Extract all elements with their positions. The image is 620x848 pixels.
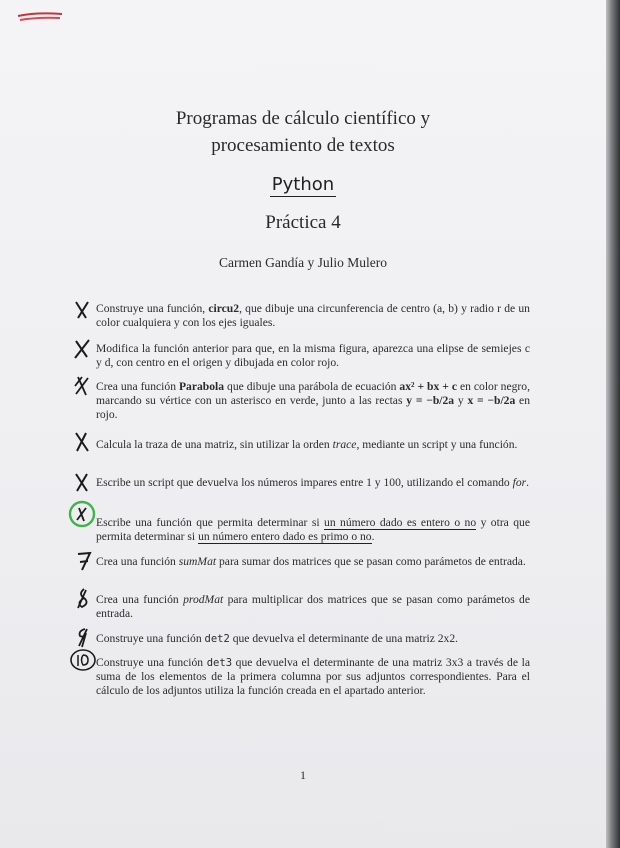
title-line-2: procesamiento de textos: [211, 135, 395, 156]
exercise-8: [96, 593, 530, 621]
exercise-9: [96, 632, 530, 646]
exercise-5-text-2: .: [526, 476, 530, 489]
exercise-6: [96, 516, 530, 544]
exercise-6-text: Escribe una función que permita determinar si: [96, 516, 325, 529]
exercise-10-text: Construye una función: [96, 656, 207, 669]
exercise-6-text-3: .: [371, 530, 375, 543]
exercise-1-text-2: , que dibuje una circunferencia de centro (a, b) y radio r de un color cualquiera y con los ejes iguales.: [96, 302, 530, 329]
exercise-10-text-2: que devuelva el determinante de una matriz 3x3 a través de la suma de los elementos de la primera columna por sus adjuntos correspondientes. Para el cálculo de los adjuntos utiliza la función creada en el apartado anterior.: [96, 656, 530, 697]
exercise-3-equation: ax² + bx + c: [399, 380, 457, 393]
exercise-7-text: Crea una función: [96, 555, 179, 568]
exercise-4: [96, 438, 530, 452]
authors: Carmen Gandía y Julio Mulero: [219, 255, 387, 270]
page-edge-shadow: [606, 0, 620, 848]
circled-exercise-mark: [70, 502, 96, 526]
exercise-3-text-3: en color negro, marcando su vértice con un asterisco en verde, junto a las rectas: [96, 380, 530, 407]
handwritten-cross-mark: [70, 374, 96, 398]
exercise-10: [96, 656, 530, 698]
exercise-6-underlined-2: un número entero dado es primo o no: [198, 530, 372, 543]
title-line-1: Programas de cálculo científico y: [175, 108, 431, 129]
exercise-3-bold: Parabola: [178, 380, 225, 393]
exercise-5: [96, 476, 530, 490]
handwritten-cross-mark: [70, 430, 96, 454]
exercise-3-line-2: x = −b/2a: [467, 394, 516, 407]
exercise-1-text: Construye una función,: [96, 302, 209, 315]
subject-label: Python: [271, 174, 335, 195]
page-number: 1: [300, 768, 306, 782]
exercise-7-italic: sumMat: [178, 555, 217, 568]
handwritten-cross-mark: [70, 337, 96, 361]
exercise-6-text-2: y otra que permita determinar si: [96, 516, 531, 543]
handwritten-number-mark: [70, 648, 96, 672]
subject-heading: [0, 174, 606, 195]
handwritten-cross-mark: [70, 298, 96, 322]
exercise-3-text-2: que dibuje una parábola de ecuación: [224, 380, 400, 393]
exercise-6-underlined-1: un número dado es entero o no: [324, 516, 477, 529]
exercise-1: [96, 302, 530, 330]
handwritten-cross-mark: [70, 470, 96, 494]
exercise-9-text-2: que devuelva el determinante de una matriz 2x2.: [229, 632, 459, 645]
exercise-4-text-2: , mediante un script y una función.: [356, 438, 518, 451]
exercise-3-text: Crea una función: [96, 380, 179, 393]
exercise-9-code: det2: [204, 633, 230, 645]
exercise-4-text: Calcula la traza de una matriz, sin utilizar la orden: [96, 438, 333, 451]
exercise-7: [96, 555, 530, 569]
exercise-3-line-1: y = −b/2a: [406, 394, 455, 407]
exercise-2: Modifica la función anterior para que, en la misma figura, aparezca una elipse de semiejes c y d, con centro en el origen y dibujada en color rojo.: [96, 342, 530, 369]
handwritten-number-mark: [70, 548, 96, 572]
exercise-3-text-4: en rojo.: [96, 394, 530, 421]
exercise-4-italic: trace: [332, 438, 357, 451]
practica-heading: Práctica 4: [265, 212, 341, 233]
exercise-1-bold: circu2: [208, 302, 240, 315]
staple-mark: [16, 10, 66, 24]
exercise-8-text-2: para multiplicar dos matrices que se pasan como parámetos de entrada.: [96, 593, 530, 620]
handwritten-number-mark: [70, 586, 96, 610]
exercise-10-code: det3: [206, 657, 233, 669]
exercise-5-italic: for: [512, 476, 527, 489]
exercise-9-text: Construye una función: [96, 632, 205, 645]
exercise-3-and: y: [454, 394, 468, 407]
exercise-5-text: Escribe un script que devuelva los números impares entre 1 y 100, utilizando el comando: [96, 476, 513, 489]
handwritten-number-mark: [70, 625, 96, 649]
exercise-8-text: Crea una función: [96, 593, 184, 606]
exercise-7-text-2: para sumar dos matrices que se pasan como parámetos de entrada.: [216, 555, 526, 568]
exercise-8-italic: prodMat: [183, 593, 224, 606]
exercise-3: [96, 380, 530, 422]
